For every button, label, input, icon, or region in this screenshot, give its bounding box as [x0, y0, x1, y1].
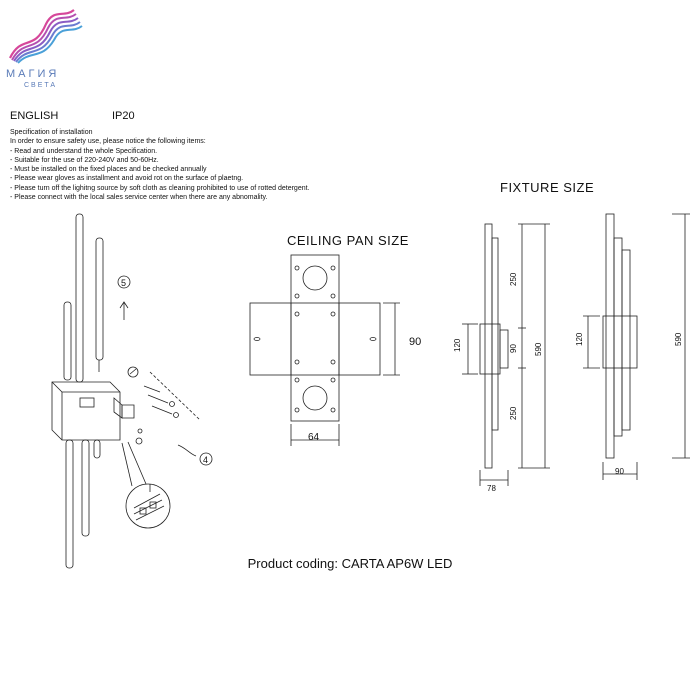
ceiling-pan-drawing — [250, 255, 400, 446]
brand-tagline: СВЕТА — [24, 82, 58, 89]
spec-line: - Must be installed on the fixed places and be checked annually — [10, 166, 207, 174]
ceiling-pan-title: CEILING PAN SIZE — [287, 233, 409, 248]
spec-line: - Read and understand the whole Specification. — [10, 147, 158, 155]
spec-line: In order to ensure safety use, please notice the following items: — [10, 138, 206, 146]
ip-rating: IP20 — [112, 110, 135, 122]
side-top-segment: 250 — [509, 272, 518, 286]
fixture-front-view — [583, 214, 690, 480]
front-box-height: 120 — [575, 332, 584, 346]
product-coding: Product coding: CARTA AP6W LED — [247, 556, 453, 571]
front-width: 90 — [615, 467, 624, 476]
side-total-height: 590 — [534, 342, 543, 356]
pan-width-label: 64 — [308, 432, 320, 443]
front-total-height: 590 — [674, 332, 683, 346]
assembly-drawing — [52, 214, 200, 568]
language-label: ENGLISH — [10, 110, 59, 122]
step-5-label: 5 — [121, 278, 127, 288]
spec-line: - Please connect with the local sales service center when there are any abnomality. — [10, 194, 268, 202]
spec-line: - Please turn off the lighitng source by soft cloth as cleaning prohibited to use of rotted detergent. — [10, 184, 310, 192]
step-4-label: 4 — [203, 455, 209, 465]
side-depth: 78 — [487, 484, 496, 493]
pan-height-label: 90 — [409, 336, 422, 348]
side-mid-segment: 90 — [509, 344, 518, 353]
spec-line: Specification of installation — [10, 129, 93, 136]
spec-line: - Suitable for the use of 220-240V and 50-60Hz. — [10, 156, 159, 164]
side-bottom-segment: 250 — [509, 406, 518, 420]
side-box-height: 120 — [453, 338, 462, 352]
brand-name: МАГИЯ — [6, 68, 60, 80]
fixture-size-title: FIXTURE SIZE — [500, 180, 595, 195]
spec-line: - Please wear gloves as installment and avoid rot on the surface of plaetng. — [10, 175, 244, 183]
